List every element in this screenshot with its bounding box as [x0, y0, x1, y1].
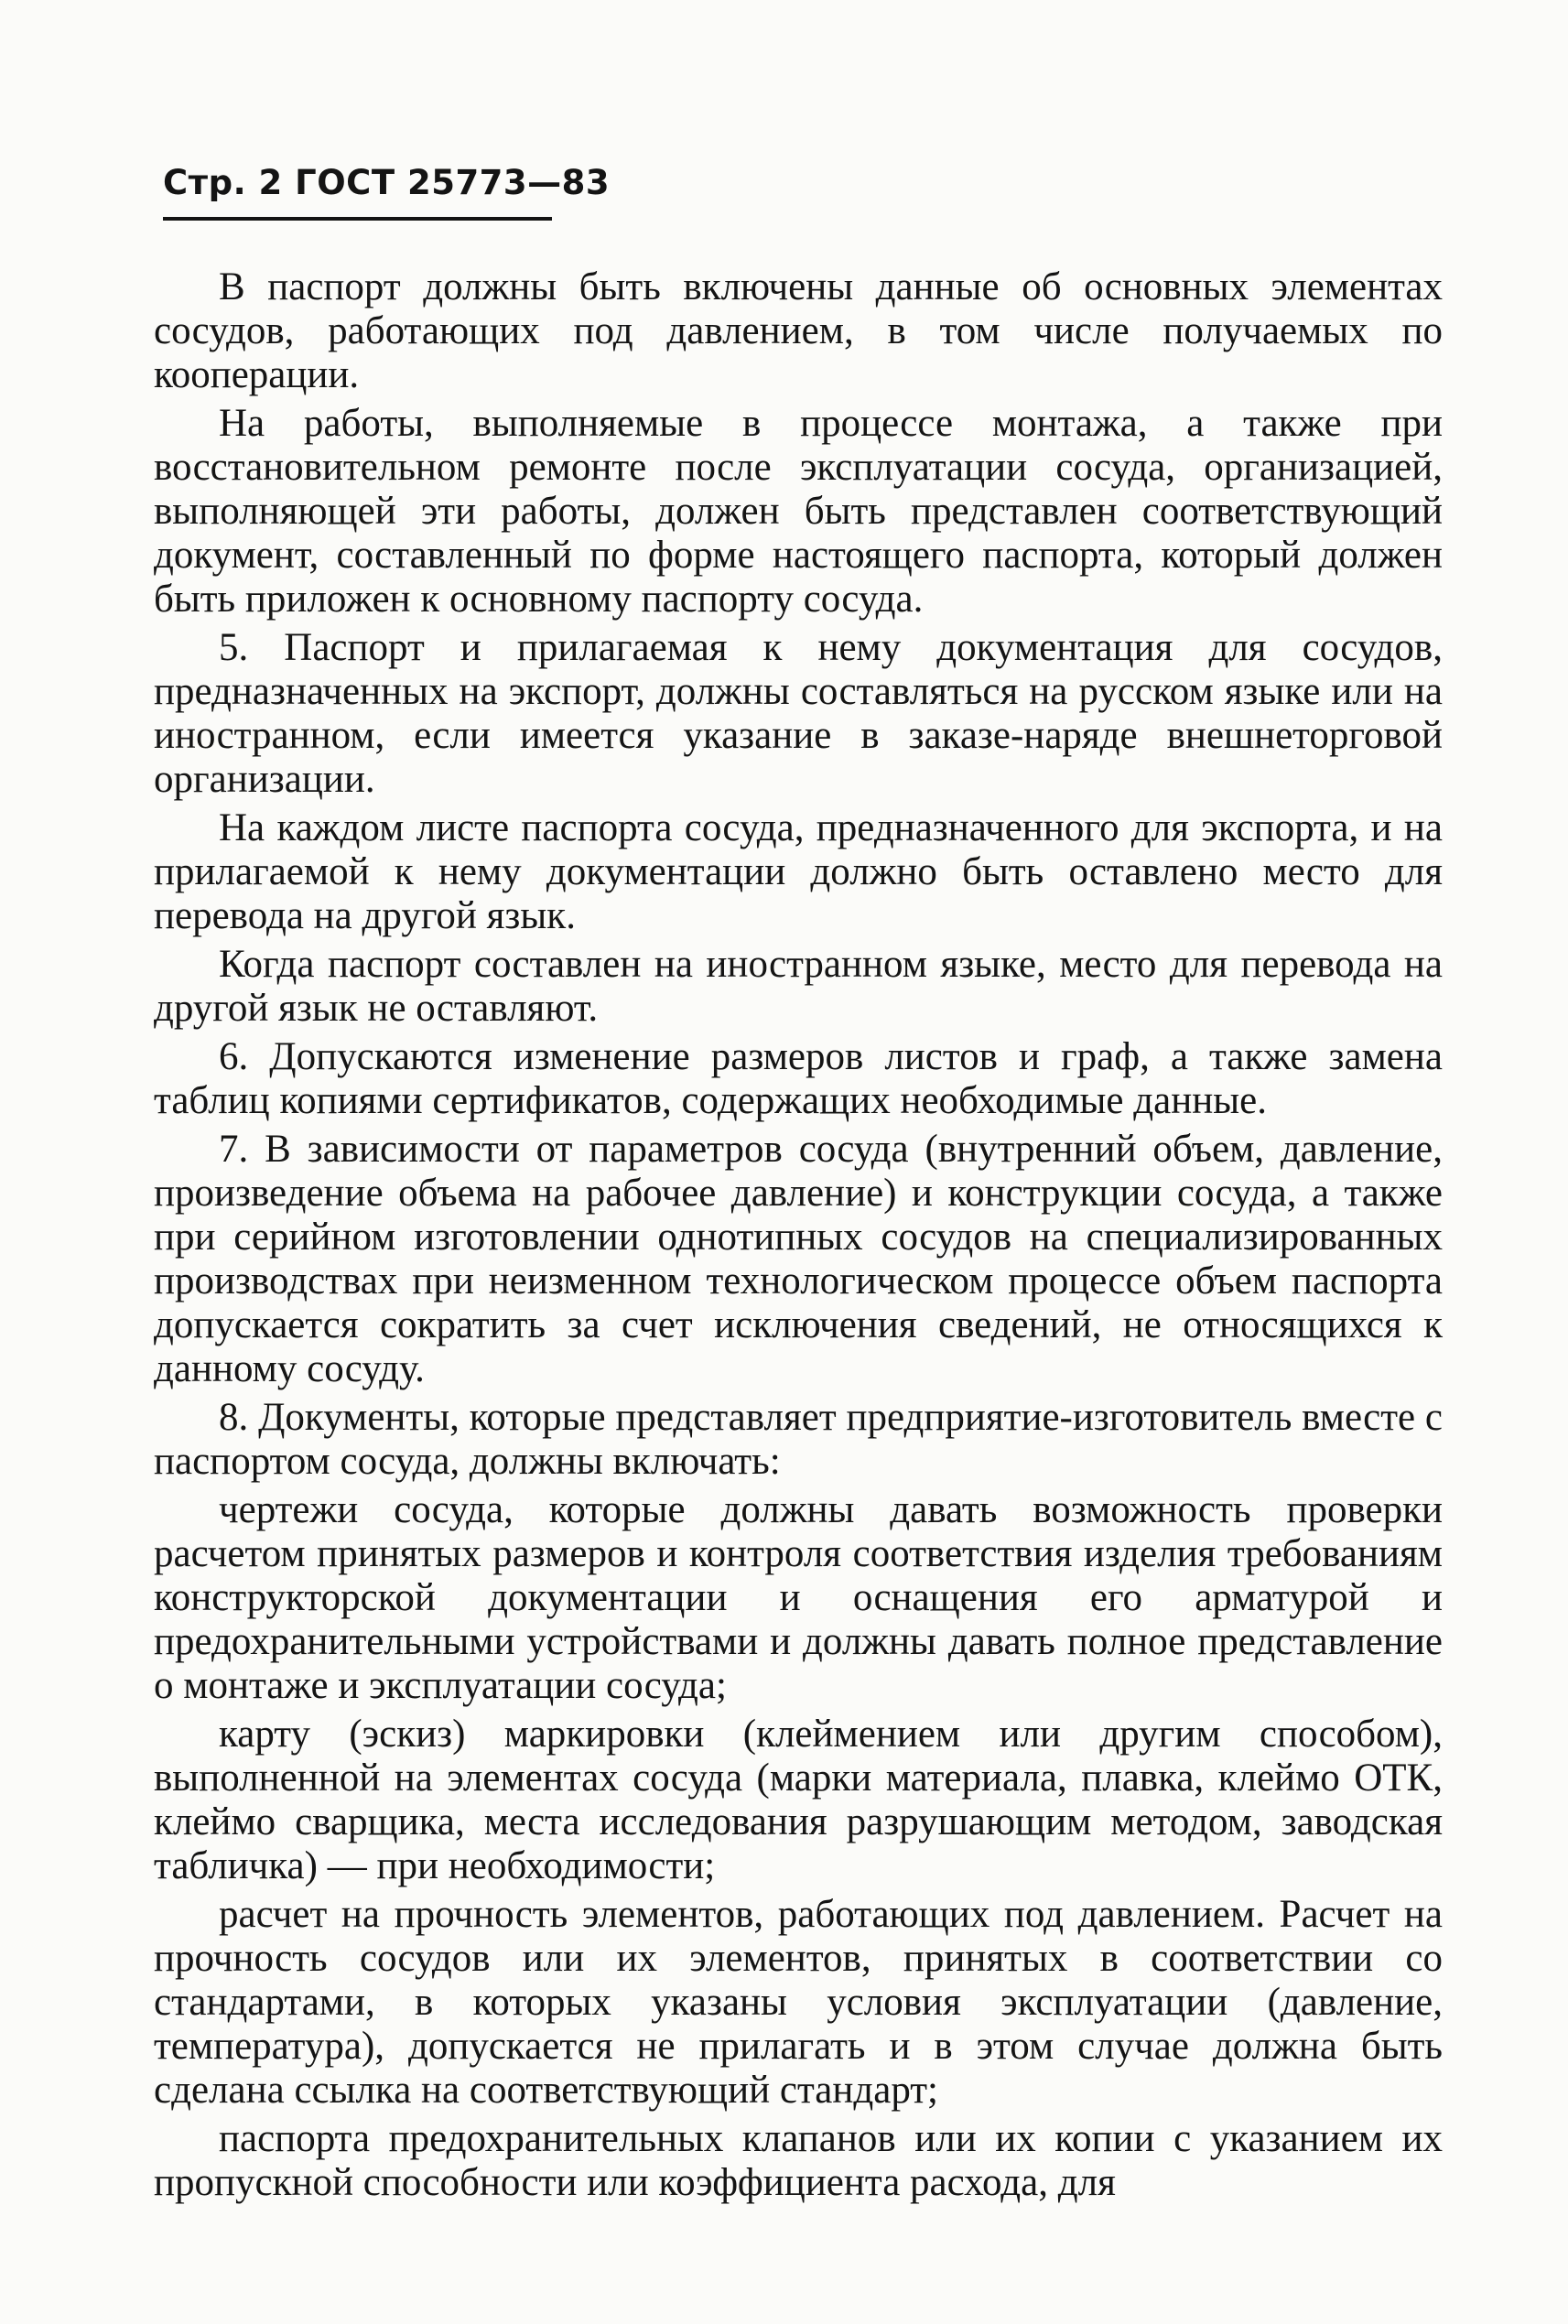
paragraph: чертежи сосуда, которые должны давать возможность проверки расчетом принятых размеров и контроля соответствия изделия требованиям конструкторской документации и оснащения его арматурой и предохранительными устройствами и должны давать полное представление о монтаже и эксплуатации сосуда; — [154, 1488, 1443, 1707]
paragraph: На работы, выполняемые в процессе монтажа, а также при восстановительном ремонте после эксплуатации сосуда, организацией, выполняющей эти работы, должен быть представлен соответствующий документ, составленный по форме настоящего паспорта, который должен быть приложен к основному паспорту сосуда. — [154, 402, 1443, 621]
paragraph: Когда паспорт составлен на иностранном языке, место для перевода на другой язык не оставляют. — [154, 943, 1443, 1030]
paragraph: 8. Документы, которые представляет предприятие-изготовитель вместе с паспортом сосуда, должны включать: — [154, 1396, 1443, 1483]
paragraph: В паспорт должны быть включены данные об основных элементах сосудов, работающих под давлением, в том числе получаемых по кооперации. — [154, 265, 1443, 396]
paragraph: паспорта предохранительных клапанов или их копии с указанием их пропускной способности или коэффициента расхода, для — [154, 2117, 1443, 2204]
paragraph: На каждом листе паспорта сосуда, предназначенного для экспорта, и на прилагаемой к нему документации должно быть оставлено место для перевода на другой язык. — [154, 806, 1443, 937]
paragraph: карту (эскиз) маркировки (клеймением или другим способом), выполненной на элементах сосуда (марки материала, плавка, клеймо ОТК, клеймо сварщика, места исследования разрушающим методом, заводская табличка) — при необходимости; — [154, 1713, 1443, 1887]
page-header: Стр. 2 ГОСТ 25773—83 — [163, 163, 611, 202]
paragraph: 7. В зависимости от параметров сосуда (внутренний объем, давление, произведение объема на рабочее давление) и конструкции сосуда, а также при серийном изготовлении однотипных сосудов на специализированных производствах при неизменном технологическом процессе объем паспорта допускается сократить за счет исключения сведений, не относящихся к данному сосуду. — [154, 1128, 1443, 1390]
paragraph: 5. Паспорт и прилагаемая к нему документация для сосудов, предназначенных на экспорт, должны составляться на русском языке или на иностранном, если имеется указание в заказе-наряде внешнеторговой организации. — [154, 626, 1443, 801]
paragraph: 6. Допускаются изменение размеров листов и граф, а также замена таблиц копиями сертификатов, содержащих необходимые данные. — [154, 1035, 1443, 1122]
header-underline — [163, 217, 552, 221]
document-body — [154, 265, 1443, 2210]
paragraph: расчет на прочность элементов, работающих под давлением. Расчет на прочность сосудов или их элементов, принятых в соответствии со стандартами, в которых указаны условия эксплуатации (давление, температура), допускается не прилагать и в этом случае должна быть сделана ссылка на соответствующий стандарт; — [154, 1893, 1443, 2112]
